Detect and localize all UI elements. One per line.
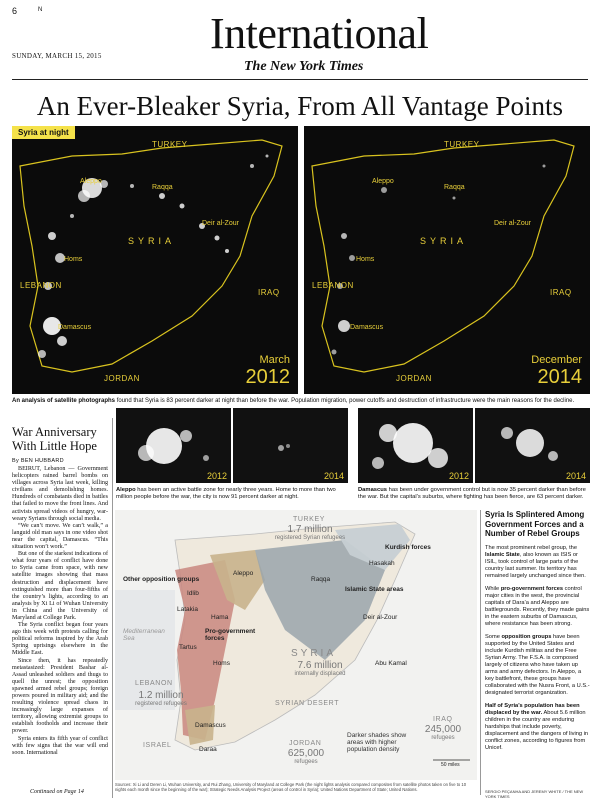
map-sources: Sources: Xi Li and Deren Li, Wuhan University, and Rui Zhang, University of Maryland at College Park (the night lights analysis compared composites from satellite photos taken on five to 10 nights each month since the beginning of the war); Strategic Needs Analysis Project (areas of control in Syria); United Nations Department of State; United Nations. — [115, 782, 467, 792]
turkey-refugees-label: registered Syrian refugees — [274, 535, 346, 541]
story-body — [12, 466, 108, 757]
night-map-2014 — [304, 126, 590, 394]
label-damascus: Damascus — [350, 324, 384, 331]
thumb-year: 2012 — [448, 471, 469, 481]
turkey-refugees — [265, 524, 355, 542]
page-headline: An Ever-Bleaker Syria, From All Vantage Points — [36, 91, 564, 121]
aleppo-caption-text: has been an active battle zone for nearly three years. Home to more than two million people before the war, the city is now 91 percent darker at night. — [116, 487, 336, 500]
story-byline: By BEN HUBBARD — [12, 458, 64, 464]
label-syria: SYRIA — [420, 236, 468, 246]
damascus-2014-thumb — [475, 408, 590, 483]
iraq-refugees-number: 245,000 — [424, 724, 462, 735]
sidebar-paragraph — [485, 703, 590, 752]
sidebar-bold: Half of Syria’s population has been displaced by the war. — [485, 702, 580, 716]
story-paragraph: The Syria conflict began four years ago this week with protests calling for political reforms inspired by the Arab Spring uprisings elsewhere in the Middle East. — [12, 622, 108, 657]
label-raqqa: Raqqa — [444, 184, 465, 191]
label-homs: Homs — [356, 256, 375, 263]
jordan-refugees-number: 625,000 — [287, 748, 325, 759]
story-paragraph: BEIRUT, Lebanon — Government helicopters rained barrel bombs on villages across Syria last week, killing civilians and demolishing homes. Hundreds of combatants died in battles that failed to move the front lines. And activists spread videos of hungry, war-weary Syrians through social media. — [12, 466, 108, 522]
sidebar-text: About 5.6 million children in the country are enduring hardships that include poverty, displacement and the dangers of living in conflict zones, according to figures from Unicef. — [485, 709, 589, 751]
city-raqqa: Raqqa — [311, 576, 331, 583]
label-other-opposition: Other opposition groups — [123, 576, 200, 583]
map-year: 2014 — [537, 366, 582, 388]
masthead-rule — [12, 79, 588, 80]
page-number: 6 — [12, 6, 18, 16]
label-syrian-desert: SYRIAN DESERT — [275, 700, 340, 707]
newspaper-logo: The New York Times — [244, 59, 364, 74]
label-syria: SYRIA — [128, 236, 176, 246]
story-paragraph: Since then, it has repeatedly metastasized: President Bashar al-Assad unleashed soldiers and thugs to quell the unrest; the opposition spawned armed rebel groups; foreign powers poured in military aid; and the resulting violence spread chaos in increasingly large expanses of territory, allowing extremist groups to establish footholds and increase their power. — [12, 657, 108, 735]
night-map-tag: Syria at night — [12, 126, 75, 139]
label-sea: Mediterranean Sea — [123, 628, 165, 642]
label-damascus: Damascus — [58, 324, 92, 331]
story-paragraph: But one of the starkest indications of what four years of conflict have done to Syria came from space, with new satellite images showing that mass destruction and displacement have extinguished more than four-fifths of the country’s lights, according to an analysis by Xi Li of Wuhan University in China and the University of Maryland at College Park. — [12, 551, 108, 621]
cmap-jordan: JORDAN — [289, 740, 322, 747]
label-kurdish: Kurdish forces — [385, 544, 431, 551]
damascus-caption — [358, 487, 590, 501]
night-map-2012 — [12, 126, 298, 394]
cmap-syria: SYRIA — [291, 648, 337, 659]
label-jordan: JORDAN — [396, 374, 432, 383]
label-deir-al-zour: Deir al-Zour — [494, 220, 531, 227]
damascus-caption-lead: Damascus — [358, 487, 388, 493]
syria-displaced — [275, 660, 365, 678]
aleppo-caption — [116, 487, 348, 501]
turkey-refugees-number: 1.7 million — [287, 524, 333, 535]
caption-lead: An analysis of satellite photographs — [12, 398, 116, 404]
jordan-refugees-label: refugees — [294, 759, 318, 765]
city-daraa: Daraa — [199, 746, 217, 753]
label-homs: Homs — [64, 256, 83, 263]
aleppo-caption-lead: Aleppo — [116, 487, 136, 493]
label-pro-government: Pro-government forces — [205, 628, 256, 642]
sidebar-text: have been supported by the United States and include Kurdish militias and the Free Syrian Army. The F.S.A. is composed largely of citizens who have taken up arms and army defectors. In Aleppo, a key battlefront, these groups have collaborated with the Nusra Front, a U.S.-designated terrorist organization. — [485, 633, 590, 696]
sidebar-bold: opposition groups — [501, 633, 552, 640]
lebanon-refugees-number: 1.2 million — [138, 690, 184, 701]
label-aleppo: Aleppo — [80, 178, 102, 185]
city-aleppo: Aleppo — [233, 570, 254, 577]
issue-date: SUNDAY, MARCH 15, 2015 — [12, 52, 102, 60]
city-latakia: Latakia — [177, 606, 198, 613]
label-iraq: IRAQ — [550, 288, 572, 297]
cmap-israel: ISRAEL — [143, 742, 172, 749]
sidebar-bold: pro-government forces — [500, 585, 564, 592]
sidebar-text: While — [485, 585, 501, 592]
label-turkey: TURKEY — [152, 140, 188, 149]
label-raqqa: Raqqa — [152, 184, 173, 191]
label-isis: Islamic State areas — [345, 586, 404, 593]
sidebar-text: , also known as ISIS or ISIL, took control of large parts of the country last summer. Its territory has remained largely unchanged since then. — [485, 551, 586, 579]
syria-displaced-number: 7.6 million — [297, 660, 343, 671]
label-lebanon: LEBANON — [20, 281, 62, 290]
label-turkey: TURKEY — [444, 140, 480, 149]
sidebar-text: Some — [485, 633, 502, 640]
sidebar-text: The most prominent rebel group, the — [485, 544, 577, 551]
section-title: International — [210, 9, 429, 58]
damascus-2012-thumb — [358, 408, 473, 483]
label-jordan: JORDAN — [104, 374, 140, 383]
sidebar-paragraph — [485, 545, 590, 580]
story-paragraph: “We can’t move. We can’t walk,” a languid old man says in one video shot near the capital, Damascus. “This situation won’t work.” — [12, 522, 108, 551]
density-note: Darker shades show areas with higher population density — [347, 732, 407, 753]
label-iraq: IRAQ — [258, 288, 280, 297]
night-map-caption — [12, 398, 590, 404]
edition-mark: N — [38, 7, 43, 13]
city-abu-kamal: Abu Kamal — [375, 660, 407, 667]
lebanon-refugees-label: registered refugees — [135, 701, 187, 707]
map-month: March — [259, 354, 290, 366]
sidebar-bold: Islamic State — [485, 551, 520, 558]
iraq-refugees-label: refugees — [431, 735, 455, 741]
sidebar-paragraph — [485, 634, 590, 697]
story-headline: War Anniversary With Little Hope — [12, 425, 97, 453]
lebanon-refugees — [121, 690, 201, 708]
cmap-lebanon: LEBANON — [135, 680, 173, 687]
city-homs: Homs — [213, 660, 230, 667]
map-year: 2012 — [245, 366, 290, 388]
aleppo-2012-thumb — [116, 408, 231, 483]
damascus-caption-text: has been under government control but is now 35 percent darker than before the war. But the capital’s suburbs, where fighting has been fierce, are 63 percent darker. — [358, 487, 586, 500]
label-aleppo: Aleppo — [372, 178, 394, 185]
cmap-iraq: IRAQ — [433, 716, 453, 723]
story-paragraph: Syria enters its fifth year of conflict with few signs that the war will end soon. International — [12, 735, 108, 756]
sidebar-paragraph — [485, 586, 590, 628]
syria-border-outline — [12, 126, 298, 394]
cmap-turkey: TURKEY — [293, 516, 325, 523]
caption-text: found that Syria is 83 percent darker at night than before the war. Population migration, power cutoffs and destruction of infrastructure were the main reasons for the decline. — [115, 398, 575, 404]
sidebar-text: control major cities in the west, the provincial capitals of Dara’a and Aleppo are battlegrounds. Recently, they made gains in the eastern suburbs of Damascus, where resistance has been strong. — [485, 585, 590, 627]
city-hasakah: Hasakah — [369, 560, 395, 567]
city-idlib: Idlib — [187, 590, 199, 597]
label-lebanon: LEBANON — [312, 281, 354, 290]
iraq-refugees — [413, 724, 473, 742]
syria-displaced-label: internally displaced — [294, 671, 346, 677]
thumb-year: 2014 — [323, 471, 344, 481]
city-tartus: Tartus — [179, 644, 197, 651]
label-deir-al-zour: Deir al-Zour — [202, 220, 239, 227]
thumb-year: 2012 — [206, 471, 227, 481]
city-damascus: Damascus — [195, 722, 226, 729]
sidebar-rule — [480, 510, 481, 795]
city-deir-al-zour: Deir al-Zour — [363, 614, 398, 621]
jordan-refugees — [271, 748, 341, 766]
control-map — [115, 510, 477, 780]
scale-label: 50 miles — [441, 762, 460, 768]
aleppo-2014-thumb — [233, 408, 348, 483]
graphic-credit: SERGIO PEÇANHA AND JEREMY WHITE / THE NEW YORK TIMES — [485, 789, 584, 799]
thumb-year: 2014 — [565, 471, 586, 481]
map-month: December — [531, 354, 582, 366]
sidebar-title: Syria Is Splintered Among Government Forces and a Number of Rebel Groups — [485, 510, 585, 538]
continued-line: Continued on Page 14 — [30, 789, 84, 795]
column-rule — [112, 418, 113, 798]
sidebar — [485, 510, 590, 758]
city-hama: Hama — [211, 614, 229, 621]
